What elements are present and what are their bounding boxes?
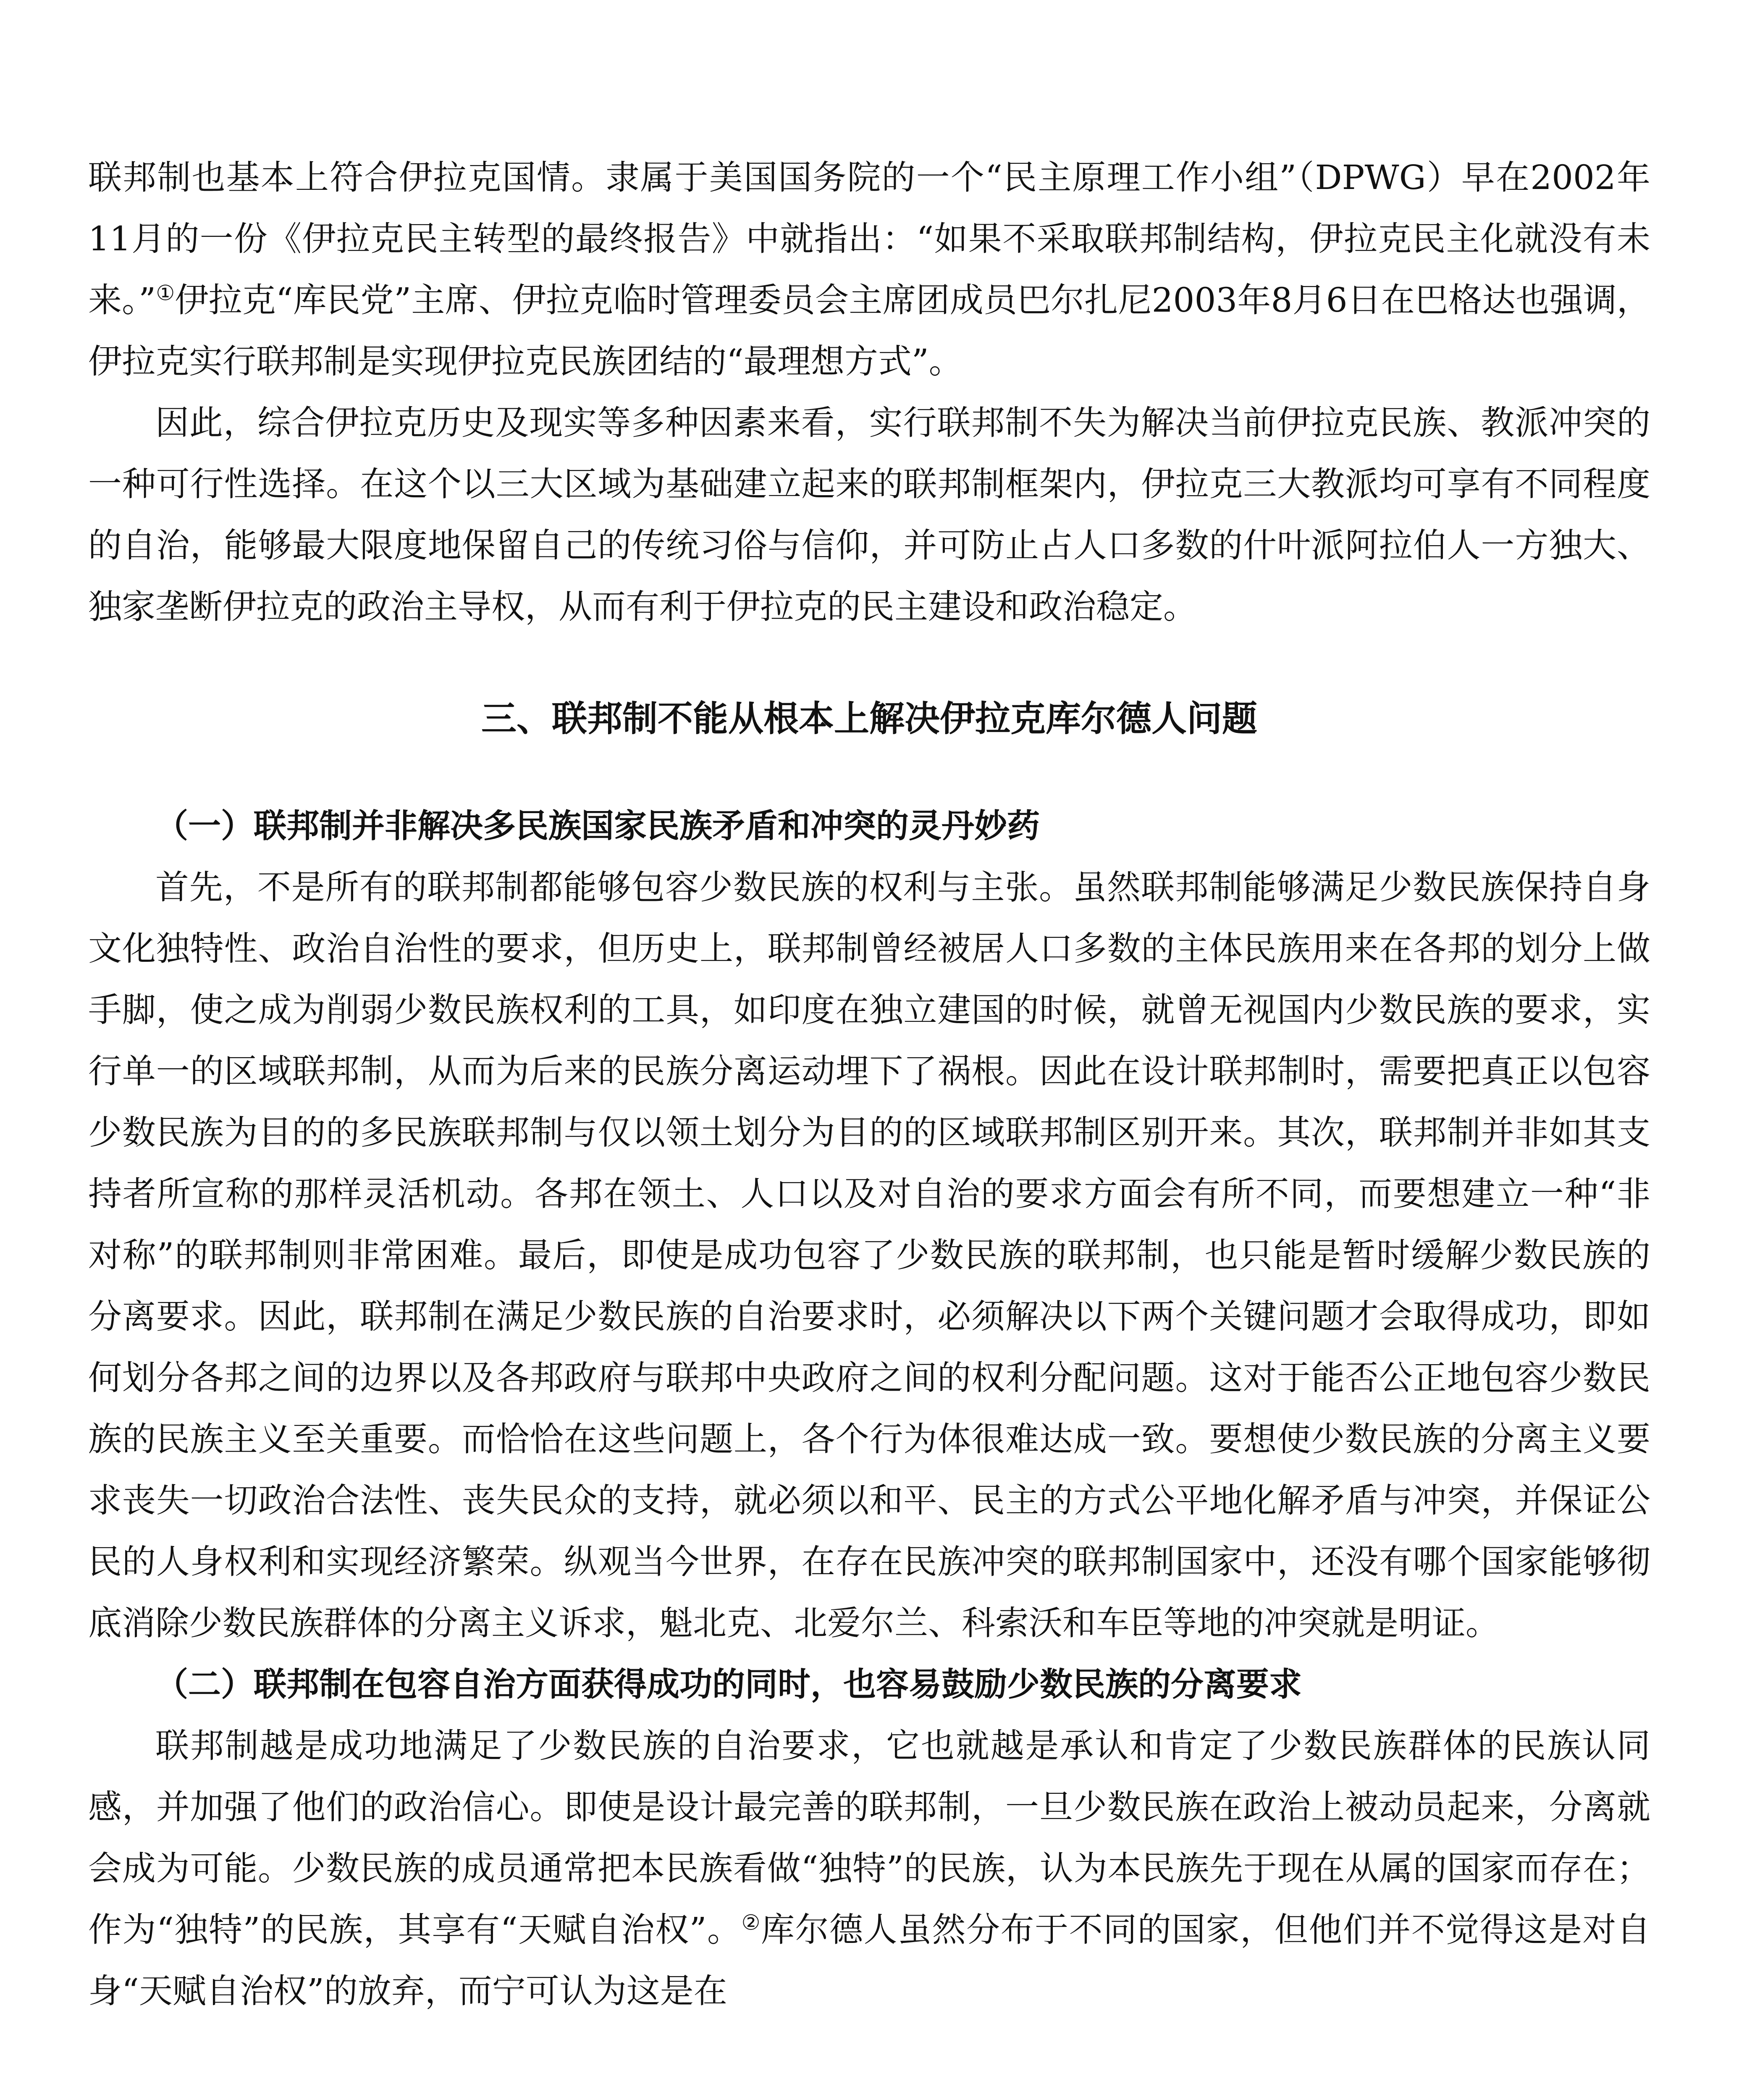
paragraph-text: 联邦制也基本上符合伊拉克国情。隶属于美国国务院的一个“民主原理工作小组”（DPWG）早在2002年11月的一份《伊拉克民主转型的最终报告》中就指出：“如果不采取联邦制结构，伊拉克民主化就没有未来。”: [88, 158, 1650, 320]
footnote-ref-1[interactable]: ①: [156, 281, 175, 305]
paragraph-text: 库尔德人虽然分布于不同的国家，但他们并不觉得这是对自身“天赋自治权”的放弃，而宁可认为这是在: [88, 1910, 1651, 2011]
subsection-heading-2: （二）联邦制在包容自治方面获得成功的同时，也容易鼓励少数民族的分离要求: [155, 1666, 1302, 1704]
paragraph-continuation: [88, 147, 1650, 392]
subsection-heading-1: （一）联邦制并非解决多民族国家民族矛盾和冲突的灵丹妙药: [155, 807, 1040, 845]
paragraph: 因此，综合伊拉克历史及现实等多种因素来看，实行联邦制不失为解决当前伊拉克民族、教派冲突的一种可行性选择。在这个以三大区域为基础建立起来的联邦制框架内，伊拉克三大教派均可享有不同程度的自治，能够最大限度地保留自己的传统习俗与信仰，并可防止占人口多数的什叶派阿拉伯人一方独大、独家垄断伊拉克的政治主导权，从而有利于伊拉克的民主建设和政治稳定。: [88, 403, 1650, 626]
paragraph: 首先，不是所有的联邦制都能够包容少数民族的权利与主张。虽然联邦制能够满足少数民族保持自身文化独特性、政治自治性的要求，但历史上，联邦制曾经被居人口多数的主体民族用来在各邦的划分上做手脚，使之成为削弱少数民族权利的工具，如印度在独立建国的时候，就曾无视国内少数民族的要求，实行单一的区域联邦制，从而为后来的民族分离运动埋下了祸根。因此在设计联邦制时，需要把真正以包容少数民族为目的的多民族联邦制与仅以领土划分为目的的区域联邦制区别开来。其次，联邦制并非如其支持者所宣称的那样灵活机动。各邦在领土、人口以及对自治的要求方面会有所不同，而要想建立一种“非对称”的联邦制则非常困难。最后，即使是成功包容了少数民族的联邦制，也只能是暂时缓解少数民族的分离要求。因此，联邦制在满足少数民族的自治要求时，必须解决以下两个关键问题才会取得成功，即如何划分各邦之间的边界以及各邦政府与联邦中央政府之间的权利分配问题。这对于能否公正地包容少数民族的民族主义至关重要。而恰恰在这些问题上，各个行为体很难达成一致。要想使少数民族的分离主义要求丧失一切政治合法性、丧失民众的支持，就必须以和平、民主的方式公平地化解矛盾与冲突，并保证公民的人身权利和实现经济繁荣。纵观当今世界，在存在民族冲突的联邦制国家中，还没有哪个国家能够彻底消除少数民族群体的分离主义诉求，魁北克、北爱尔兰、科索沃和车臣等地的冲突就是明证。: [88, 868, 1650, 1643]
document-body: [88, 147, 1650, 2022]
paragraph-text: 伊拉克“库民党”主席、伊拉克临时管理委员会主席团成员巴尔扎尼2003年8月6日在巴格达也强调，伊拉克实行联邦制是实现伊拉克民族团结的“最理想方式”。: [88, 281, 1651, 381]
paragraph: [88, 1715, 1650, 2022]
footnote-ref-2[interactable]: ②: [741, 1910, 761, 1935]
section-heading: 三、联邦制不能从根本上解决伊拉克库尔德人问题: [481, 698, 1257, 739]
paragraph-text: 联邦制越是成功地满足了少数民族的自治要求，它也就越是承认和肯定了少数民族群体的民族认同感，并加强了他们的政治信心。即使是设计最完善的联邦制，一旦少数民族在政治上被动员起来，分离就会成为可能。少数民族的成员通常把本民族看做“独特”的民族，认为本民族先于现在从属的国家而存在；作为“独特”的民族，其享有“天赋自治权”。: [88, 1726, 1650, 1949]
